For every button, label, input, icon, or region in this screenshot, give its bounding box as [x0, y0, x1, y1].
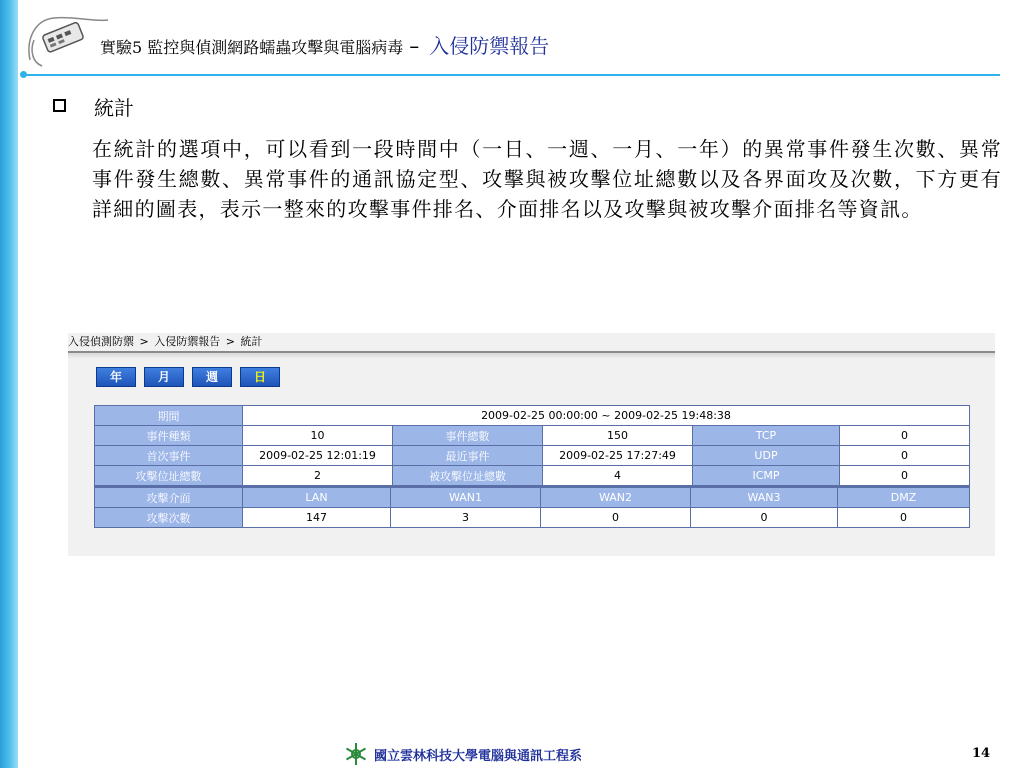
cell-value: 0 — [840, 466, 970, 487]
row-label: 事件種類 — [95, 426, 243, 446]
interface-name: WAN3 — [691, 487, 838, 508]
cell-value: 10 — [243, 426, 393, 446]
attack-count: 147 — [243, 508, 391, 528]
cell-value: 4 — [543, 466, 693, 487]
table-row — [95, 466, 970, 487]
table-row — [95, 446, 970, 466]
header-subtitle: 入侵防禦報告 — [429, 34, 550, 58]
tab-month[interactable]: 月 — [144, 367, 184, 387]
network-device-icon — [24, 10, 110, 78]
interface-name: WAN1 — [391, 487, 541, 508]
attack-count: 0 — [541, 508, 691, 528]
snowflake-logo-icon — [344, 742, 368, 766]
attack-count: 3 — [391, 508, 541, 528]
square-bullet-icon — [53, 99, 66, 112]
table-row — [95, 487, 970, 508]
breadcrumb — [68, 333, 995, 353]
table-row — [95, 406, 970, 426]
header-rule — [26, 74, 1000, 76]
tab-week[interactable]: 週 — [192, 367, 232, 387]
cell-value: 0 — [840, 446, 970, 466]
breadcrumb-item-current: 統計 — [240, 335, 263, 348]
protocol-label: ICMP — [693, 466, 840, 487]
table-row — [95, 508, 970, 528]
attack-count: 0 — [838, 508, 970, 528]
statistics-table — [94, 405, 970, 528]
protocol-label: UDP — [693, 446, 840, 466]
period-label: 期間 — [95, 406, 243, 426]
row-label: 被攻擊位址總數 — [393, 466, 543, 487]
cell-value: 2 — [243, 466, 393, 487]
protocol-label: TCP — [693, 426, 840, 446]
cell-value: 0 — [840, 426, 970, 446]
footer — [344, 742, 582, 766]
row-label: 事件總數 — [393, 426, 543, 446]
period-value: 2009-02-25 00:00:00 ~ 2009-02-25 19:48:38 — [243, 406, 970, 426]
interface-label: 攻擊介面 — [95, 487, 243, 508]
school-name: 國立雲林科技大學電腦與通訊工程系 — [374, 748, 583, 764]
tab-day[interactable]: 日 — [240, 367, 280, 387]
count-label: 攻擊次數 — [95, 508, 243, 528]
breadcrumb-separator: > — [139, 335, 149, 348]
row-label: 攻擊位址總數 — [95, 466, 243, 487]
table-row — [95, 426, 970, 446]
breadcrumb-item[interactable]: 入侵偵測防禦 — [68, 335, 134, 348]
header-separator: – — [409, 34, 420, 58]
cell-value: 2009-02-25 17:27:49 — [543, 446, 693, 466]
page-header — [100, 30, 549, 59]
cell-value: 150 — [543, 426, 693, 446]
interface-name: DMZ — [838, 487, 970, 508]
section-body: 在統計的選項中，可以看到一段時間中（一日、一週、一月、一年）的異常事件發生次數、異常事件發生總數、異常事件的通訊協定型、攻擊與被攻擊位址總數以及各界面攻及次數，下方更有詳細的圖表，表示一整來的攻擊事件排名、介面排名以及攻擊與被攻擊介面排名等資訊。 — [92, 137, 1002, 221]
left-accent-bar — [0, 0, 18, 768]
header-title: 實驗5 監控與偵測網路蠕蟲攻擊與電腦病毒 — [100, 38, 404, 57]
interface-name: LAN — [243, 487, 391, 508]
attack-count: 0 — [691, 508, 838, 528]
breadcrumb-item[interactable]: 入侵防禦報告 — [154, 335, 221, 348]
row-label: 最近事件 — [393, 446, 543, 466]
panel-divider — [68, 353, 995, 359]
section-title: 統計 — [94, 96, 134, 120]
tab-year[interactable]: 年 — [96, 367, 136, 387]
breadcrumb-separator: > — [225, 335, 235, 348]
page-number: 14 — [972, 746, 991, 761]
statistics-screenshot — [68, 333, 995, 556]
cell-value: 2009-02-25 12:01:19 — [243, 446, 393, 466]
row-label: 首次事件 — [95, 446, 243, 466]
period-tabs — [96, 367, 280, 387]
interface-name: WAN2 — [541, 487, 691, 508]
